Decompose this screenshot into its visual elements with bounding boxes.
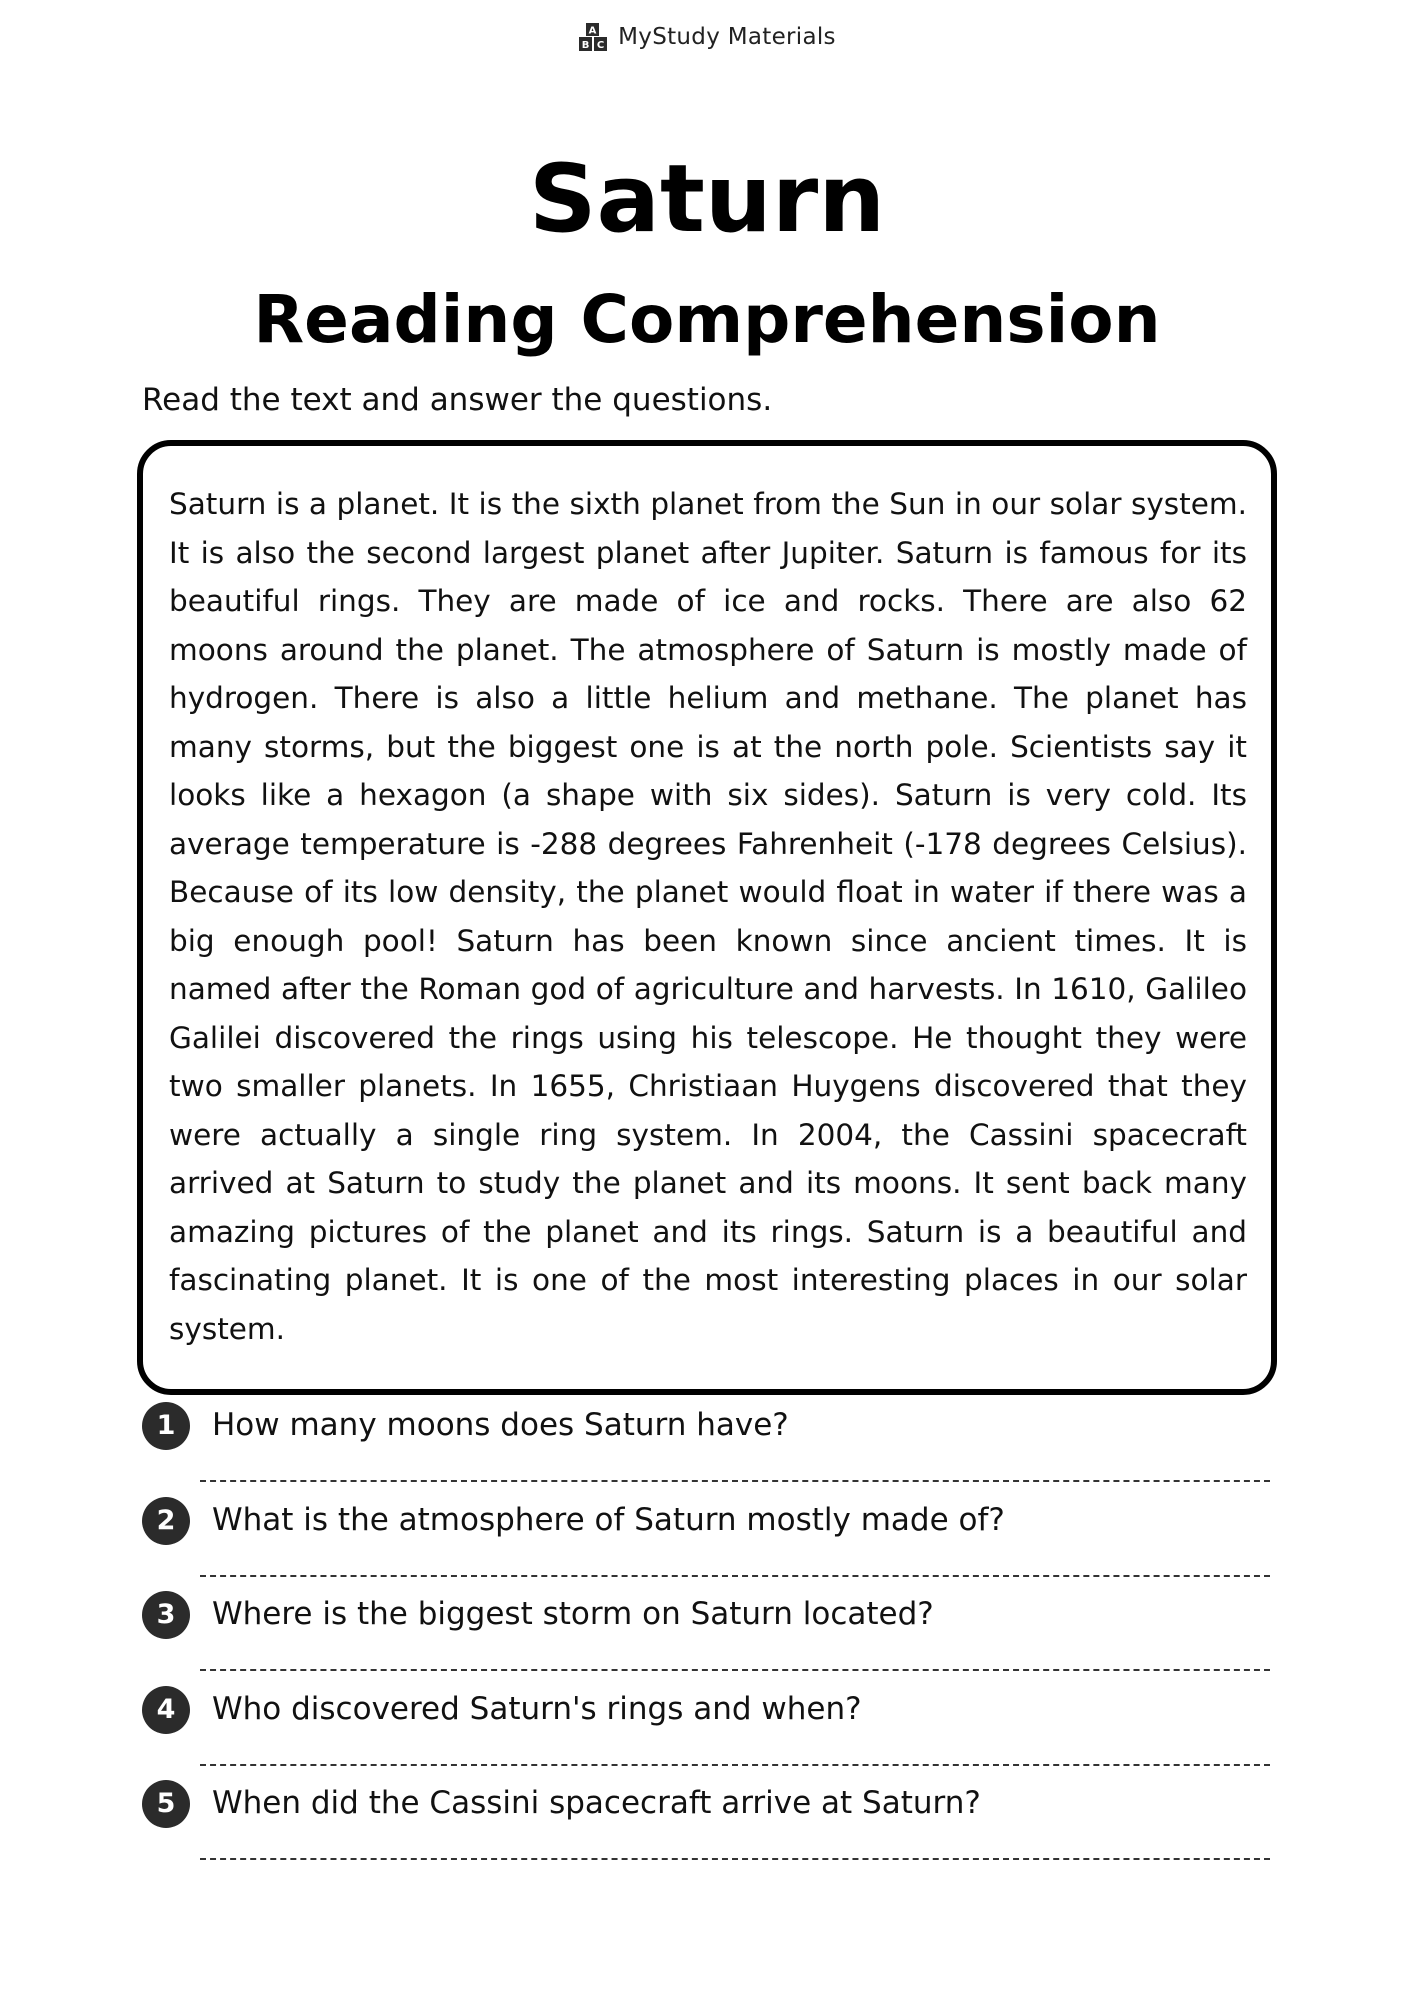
answer-line[interactable] bbox=[200, 1858, 1270, 1860]
question-list bbox=[142, 1400, 1272, 1873]
svg-text:B: B bbox=[581, 40, 590, 51]
question-text: Where is the biggest storm on Saturn located? bbox=[212, 1596, 934, 1632]
reading-passage-box bbox=[137, 440, 1277, 1395]
answer-line[interactable] bbox=[200, 1480, 1270, 1482]
answer-line[interactable] bbox=[200, 1764, 1270, 1766]
answer-line[interactable] bbox=[200, 1669, 1270, 1671]
brand-name: MyStudy Materials bbox=[618, 24, 836, 50]
question-text: What is the atmosphere of Saturn mostly made of? bbox=[212, 1501, 1005, 1538]
reading-passage: Saturn is a planet. It is the sixth planet from the Sun in our solar system. It is also the second largest planet after Jupiter. Saturn is famous for its beautiful rings. They are made of ice and rocks. There are also 62 moons around the planet. The atmosphere of Saturn is mostly made of hydrogen. There is also a little helium and methane. The planet has many storms, but the biggest one is at the north pole. Scientists say it looks like a hexagon (a shape with six sides). Saturn is very cold. Its average temperature is -288 degrees Fahrenheit (-178 degrees Celsius). Because of its low density, the planet would float in water if there was a big enough pool! Saturn has been known since ancient times. It is named after the Roman god of agriculture and harvests. In 1610, Galileo Galilei discovered the rings using his telescope. He thought they were two smaller planets. In 1655, Christiaan Huygens discovered that they were actually a single ring system. In 2004, the Cassini spacecraft arrived at Saturn to study the planet and its moons. It sent back many amazing pictures of the planet and its rings. Saturn is a beautiful and fascinating planet. It is one of the most interesting places in our solar system. bbox=[169, 487, 1247, 1346]
question-item bbox=[142, 1589, 1272, 1684]
abc-blocks-icon bbox=[578, 22, 608, 52]
question-number-badge: 5 bbox=[142, 1780, 190, 1828]
page-title: Saturn bbox=[528, 145, 886, 254]
question-item bbox=[142, 1778, 1272, 1873]
question-item bbox=[142, 1495, 1272, 1590]
question-text: How many moons does Saturn have? bbox=[212, 1407, 789, 1443]
brand-header bbox=[0, 22, 1414, 52]
question-text: When did the Cassini spacecraft arrive at Saturn? bbox=[212, 1785, 981, 1821]
page-subtitle: Reading Comprehension bbox=[253, 281, 1161, 358]
instruction-text: Read the text and answer the questions. bbox=[142, 382, 773, 418]
question-number-badge: 1 bbox=[142, 1402, 190, 1450]
svg-text:C: C bbox=[596, 40, 605, 51]
question-item bbox=[142, 1400, 1272, 1495]
svg-text:A: A bbox=[588, 25, 597, 37]
question-number-badge: 3 bbox=[142, 1591, 190, 1639]
question-number-badge: 4 bbox=[142, 1686, 190, 1734]
question-item bbox=[142, 1684, 1272, 1779]
answer-line[interactable] bbox=[200, 1575, 1270, 1577]
question-text: Who discovered Saturn's rings and when? bbox=[212, 1690, 862, 1727]
question-number-badge: 2 bbox=[142, 1497, 190, 1545]
